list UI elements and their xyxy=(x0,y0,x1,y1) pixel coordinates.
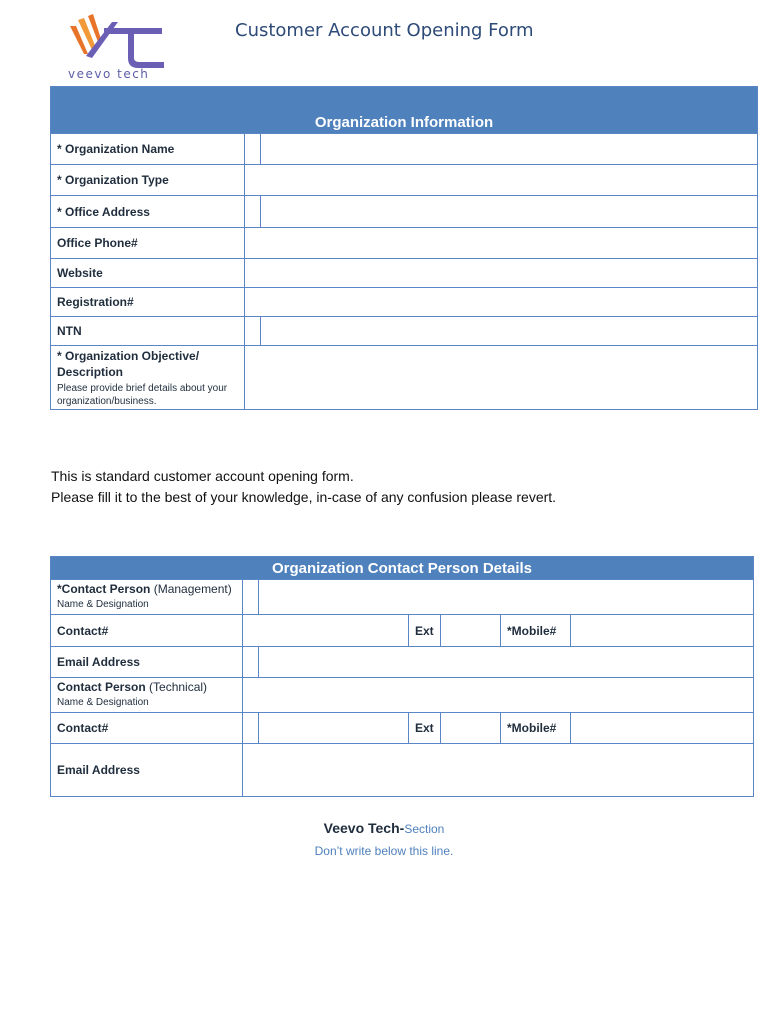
instructions-line-2: Please fill it to the best of your knowledge, in-case of any confusion please revert. xyxy=(51,489,557,505)
logo-wordmark: veevo tech xyxy=(68,67,150,81)
office-phone-input[interactable] xyxy=(245,228,758,259)
office-phone-label: Office Phone# xyxy=(51,228,245,259)
ntn-label: NTN xyxy=(51,317,245,346)
management-contact-hint: Name & Designation xyxy=(57,599,149,610)
technical-mobile-label: *Mobile# xyxy=(501,713,571,744)
management-contact-label: *Contact Person xyxy=(57,582,151,596)
technical-name-input[interactable] xyxy=(243,678,754,713)
footer-note: Don’t write below this line. xyxy=(314,844,454,858)
instructions-line-1: This is standard customer account opening form. xyxy=(51,468,354,484)
ntn-input[interactable] xyxy=(261,317,758,346)
form-title: Customer Account Opening Form xyxy=(235,20,534,41)
technical-mobile-input[interactable] xyxy=(571,713,754,744)
organization-name-label: * Organization Name xyxy=(51,134,245,165)
website-input[interactable] xyxy=(245,259,758,288)
management-email-input[interactable] xyxy=(259,647,754,678)
technical-contact-qualifier: (Technical) xyxy=(149,680,208,694)
organization-objective-input[interactable] xyxy=(245,346,758,410)
technical-contact-hint: Name & Designation xyxy=(57,697,149,708)
technical-ext-input[interactable] xyxy=(441,713,501,744)
contact-person-header: Organization Contact Person Details xyxy=(51,557,754,580)
veevo-tech-logo-icon xyxy=(66,12,170,68)
footer-company: Veevo Tech- xyxy=(323,820,405,836)
management-email-prefix-cell[interactable] xyxy=(243,647,259,678)
management-mobile-label: *Mobile# xyxy=(501,615,571,647)
organization-info-table xyxy=(50,86,758,410)
technical-contact-label: Contact Person xyxy=(57,680,146,694)
organization-objective-hint: Please provide brief details about your organization/business. xyxy=(57,382,228,407)
contact-person-table xyxy=(50,556,754,797)
organization-name-input[interactable] xyxy=(261,134,758,165)
management-contact-label-cell xyxy=(51,580,243,615)
registration-label: Registration# xyxy=(51,288,245,317)
office-address-label: * Office Address xyxy=(51,196,245,228)
management-contact-number-label: Contact# xyxy=(51,615,243,647)
management-name-input[interactable] xyxy=(259,580,754,615)
management-email-label: Email Address xyxy=(51,647,243,678)
management-mobile-input[interactable] xyxy=(571,615,754,647)
company-logo xyxy=(66,12,170,84)
organization-info-header: Organization Information xyxy=(51,87,758,134)
management-ext-input[interactable] xyxy=(441,615,501,647)
technical-contact-number-input[interactable] xyxy=(259,713,409,744)
technical-email-label: Email Address xyxy=(51,744,243,797)
ntn-prefix-cell[interactable] xyxy=(245,317,261,346)
office-address-input[interactable] xyxy=(261,196,758,228)
technical-contact-label-cell xyxy=(51,678,243,713)
management-contact-number-input[interactable] xyxy=(243,615,409,647)
registration-input[interactable] xyxy=(245,288,758,317)
footer-section-label: Section xyxy=(404,822,445,836)
instructions-note xyxy=(51,466,556,508)
technical-contact-prefix-cell[interactable] xyxy=(243,713,259,744)
footer-section-title xyxy=(0,820,768,836)
website-label: Website xyxy=(51,259,245,288)
technical-contact-number-label: Contact# xyxy=(51,713,243,744)
organization-type-input[interactable] xyxy=(245,165,758,196)
office-address-prefix-cell[interactable] xyxy=(245,196,261,228)
organization-name-prefix-cell[interactable] xyxy=(245,134,261,165)
organization-objective-label: * Organization Objective/ Description xyxy=(57,348,200,379)
organization-objective-label-cell xyxy=(51,346,245,410)
management-name-prefix-cell[interactable] xyxy=(243,580,259,615)
management-contact-qualifier: (Management) xyxy=(153,582,232,596)
technical-ext-label: Ext xyxy=(409,713,441,744)
technical-email-input[interactable] xyxy=(243,744,754,797)
management-ext-label: Ext xyxy=(409,615,441,647)
organization-type-label: * Organization Type xyxy=(51,165,245,196)
